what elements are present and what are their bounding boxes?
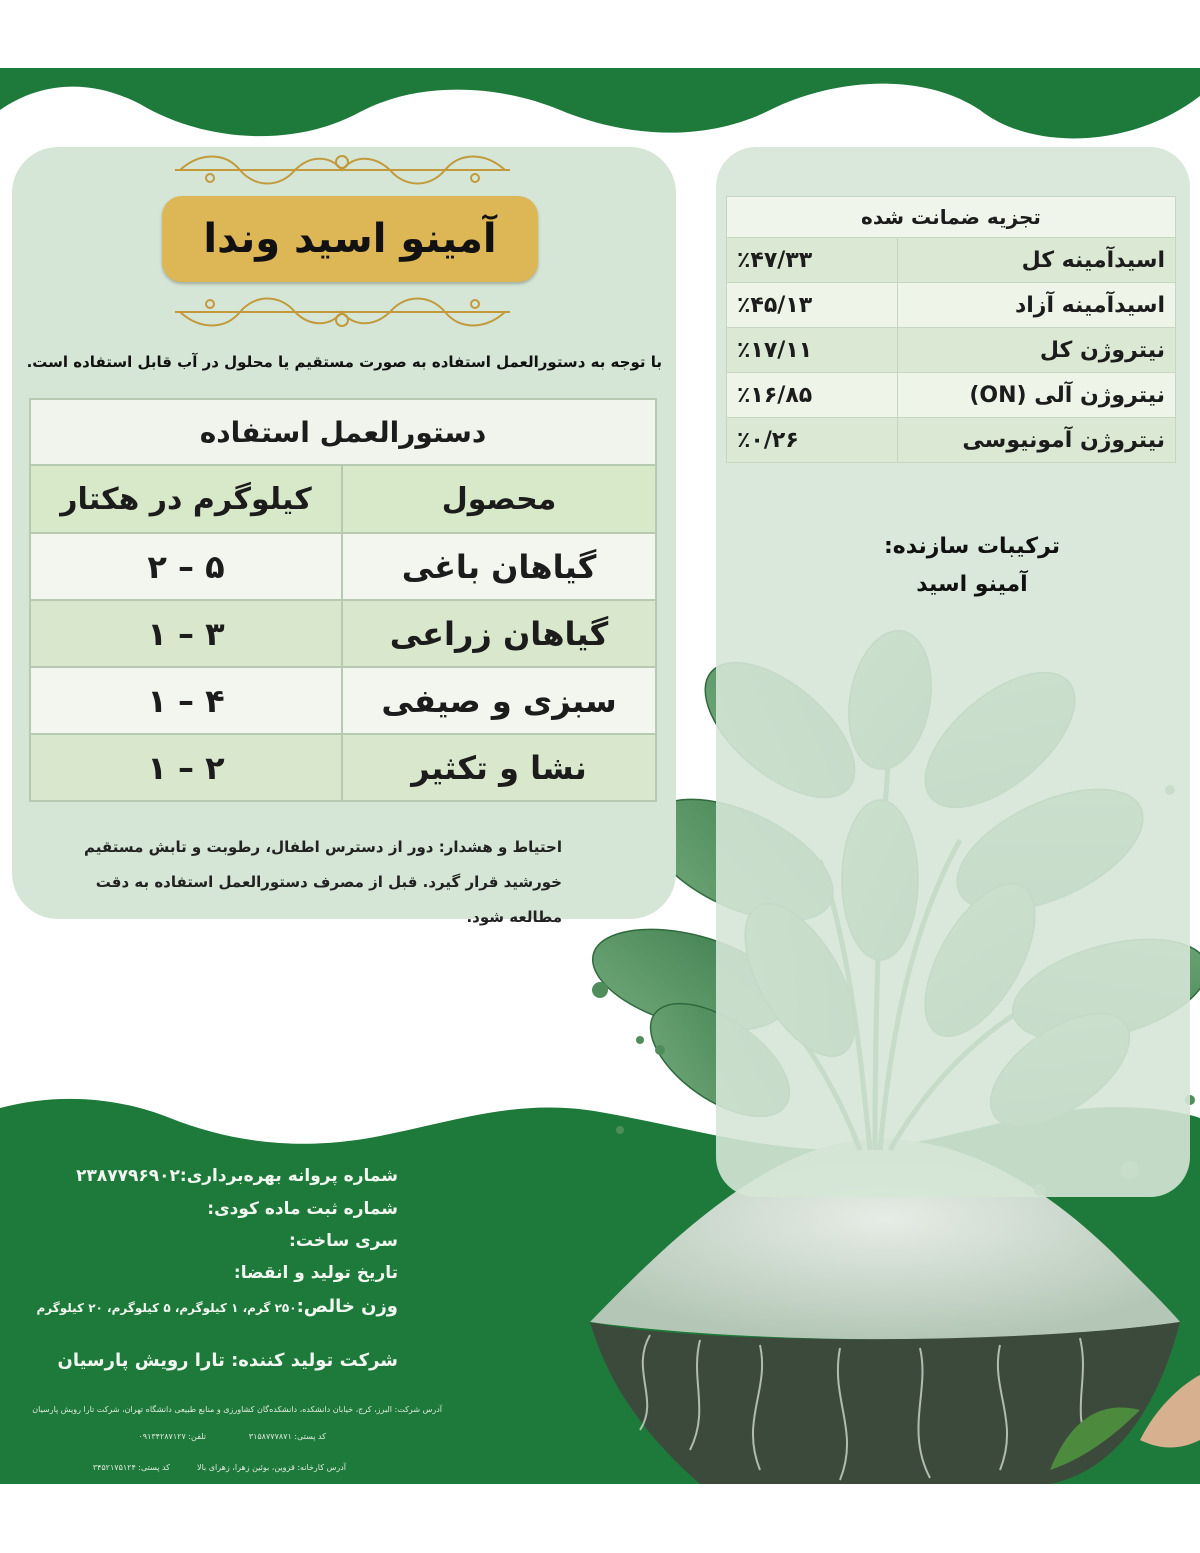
postal-code xyxy=(249,1432,326,1441)
amount-cell: ۲ – ۱ xyxy=(30,734,342,801)
ingredients xyxy=(760,528,1184,604)
crop-cell: گیاهان زراعی xyxy=(342,600,656,667)
top-wave xyxy=(0,68,1200,138)
ingredients-value: آمینو اسید xyxy=(916,572,1028,597)
warning-text: احتیاط و هشدار: دور از دسترس اطفال، رطوبت و تابش مستقیم خورشید قرار گیرد. قبل از مصرف دستورالعمل استفاده به دقت مطالعه شود. xyxy=(84,838,562,926)
registration-number: شماره ثبت ماده کودی: xyxy=(207,1199,398,1219)
analysis-value: ٪۱۶/۸۵ xyxy=(727,373,898,418)
analysis-value: ٪۴۵/۱۳ xyxy=(727,283,898,328)
table-row xyxy=(30,600,656,667)
table-row xyxy=(727,328,1176,373)
usage-table-title: دستورالعمل استفاده xyxy=(30,399,656,465)
table-row xyxy=(727,418,1176,463)
analysis-value: ٪۱۷/۱۱ xyxy=(727,328,898,373)
production-expiry-date: تاریخ تولید و انقضا: xyxy=(233,1263,398,1283)
amount-cell: ۵ – ۲ xyxy=(30,533,342,600)
intro-text: با توجه به دستورالعمل استفاده به صورت مستقیم یا محلول در آب قابل استفاده است. xyxy=(26,353,662,371)
factory-address xyxy=(197,1463,346,1472)
analysis-value: ٪۴۷/۳۳ xyxy=(727,238,898,283)
phone-number xyxy=(138,1432,206,1441)
analysis-table xyxy=(726,196,1176,463)
column-header-crop: محصول xyxy=(342,465,656,533)
table-row xyxy=(727,283,1176,328)
net-weight-value: ۲۵۰ گرم، ۱ کیلوگرم، ۵ کیلوگرم، ۲۰ کیلوگرم xyxy=(36,1301,297,1315)
table-row xyxy=(30,667,656,734)
license-number: شماره پروانه بهره‌برداری:۲۳۸۷۷۹۶۹۰۲ xyxy=(76,1166,398,1186)
postal-code-label: کد پستی: xyxy=(294,1432,326,1441)
company-address: آدرس شرکت: البرز، کرج، خیابان دانشکده، دانشکده‌گان کشاورزی و منابع طبیعی دانشگاه تهران، شرکت تارا رویش پارسیان xyxy=(32,1405,442,1414)
ornament-bottom-icon xyxy=(170,292,515,332)
net-weight xyxy=(18,1296,398,1317)
analysis-name: اسیدآمینه آزاد xyxy=(898,283,1176,328)
table-row xyxy=(727,373,1176,418)
factory-label: آدرس کارخانه: xyxy=(297,1463,346,1472)
manufacturer: شرکت تولید کننده: تارا رویش پارسیان xyxy=(57,1350,398,1371)
factory-value: قزوین، بوئین زهرا، زهرای بالا xyxy=(197,1463,295,1472)
analysis-name: نیتروژن آلی (ON) xyxy=(898,373,1176,418)
table-row xyxy=(727,238,1176,283)
phone-label: تلفن: xyxy=(188,1432,206,1441)
amount-cell: ۴ – ۱ xyxy=(30,667,342,734)
crop-cell: نشا و تکثیر xyxy=(342,734,656,801)
analysis-value: ٪۰/۲۶ xyxy=(727,418,898,463)
table-row xyxy=(30,734,656,801)
batch-number: سری ساخت: xyxy=(289,1231,398,1251)
net-weight-label: وزن خالص: xyxy=(296,1296,398,1317)
column-header-amount: کیلوگرم در هکتار xyxy=(30,465,342,533)
table-row xyxy=(30,533,656,600)
ingredients-label: ترکیبات سازنده: xyxy=(883,534,1061,559)
factory-postal-code xyxy=(93,1463,170,1472)
analysis-table-title: تجزیه ضمانت شده xyxy=(727,197,1176,238)
analysis-name: نیتروژن کل xyxy=(898,328,1176,373)
phone-value: ۰۹۱۳۴۲۸۷۱۲۷ xyxy=(138,1432,186,1441)
crop-cell: گیاهان باغی xyxy=(342,533,656,600)
factory-postal-label: کد پستی: xyxy=(138,1463,170,1472)
crop-cell: سبزی و صیفی xyxy=(342,667,656,734)
amount-cell: ۳ – ۱ xyxy=(30,600,342,667)
dirt-base xyxy=(590,1322,1180,1484)
postal-code-value: ۳۱۵۸۷۷۷۸۷۱ xyxy=(248,1432,292,1441)
analysis-name: نیتروژن آمونیوسی xyxy=(898,418,1176,463)
usage-table xyxy=(29,398,657,802)
ornament-top-icon xyxy=(170,150,515,190)
product-title: آمینو اسید وندا xyxy=(162,196,538,282)
factory-postal-value: ۳۴۵۲۱۷۵۱۲۴ xyxy=(92,1463,136,1472)
analysis-name: اسیدآمینه کل xyxy=(898,238,1176,283)
